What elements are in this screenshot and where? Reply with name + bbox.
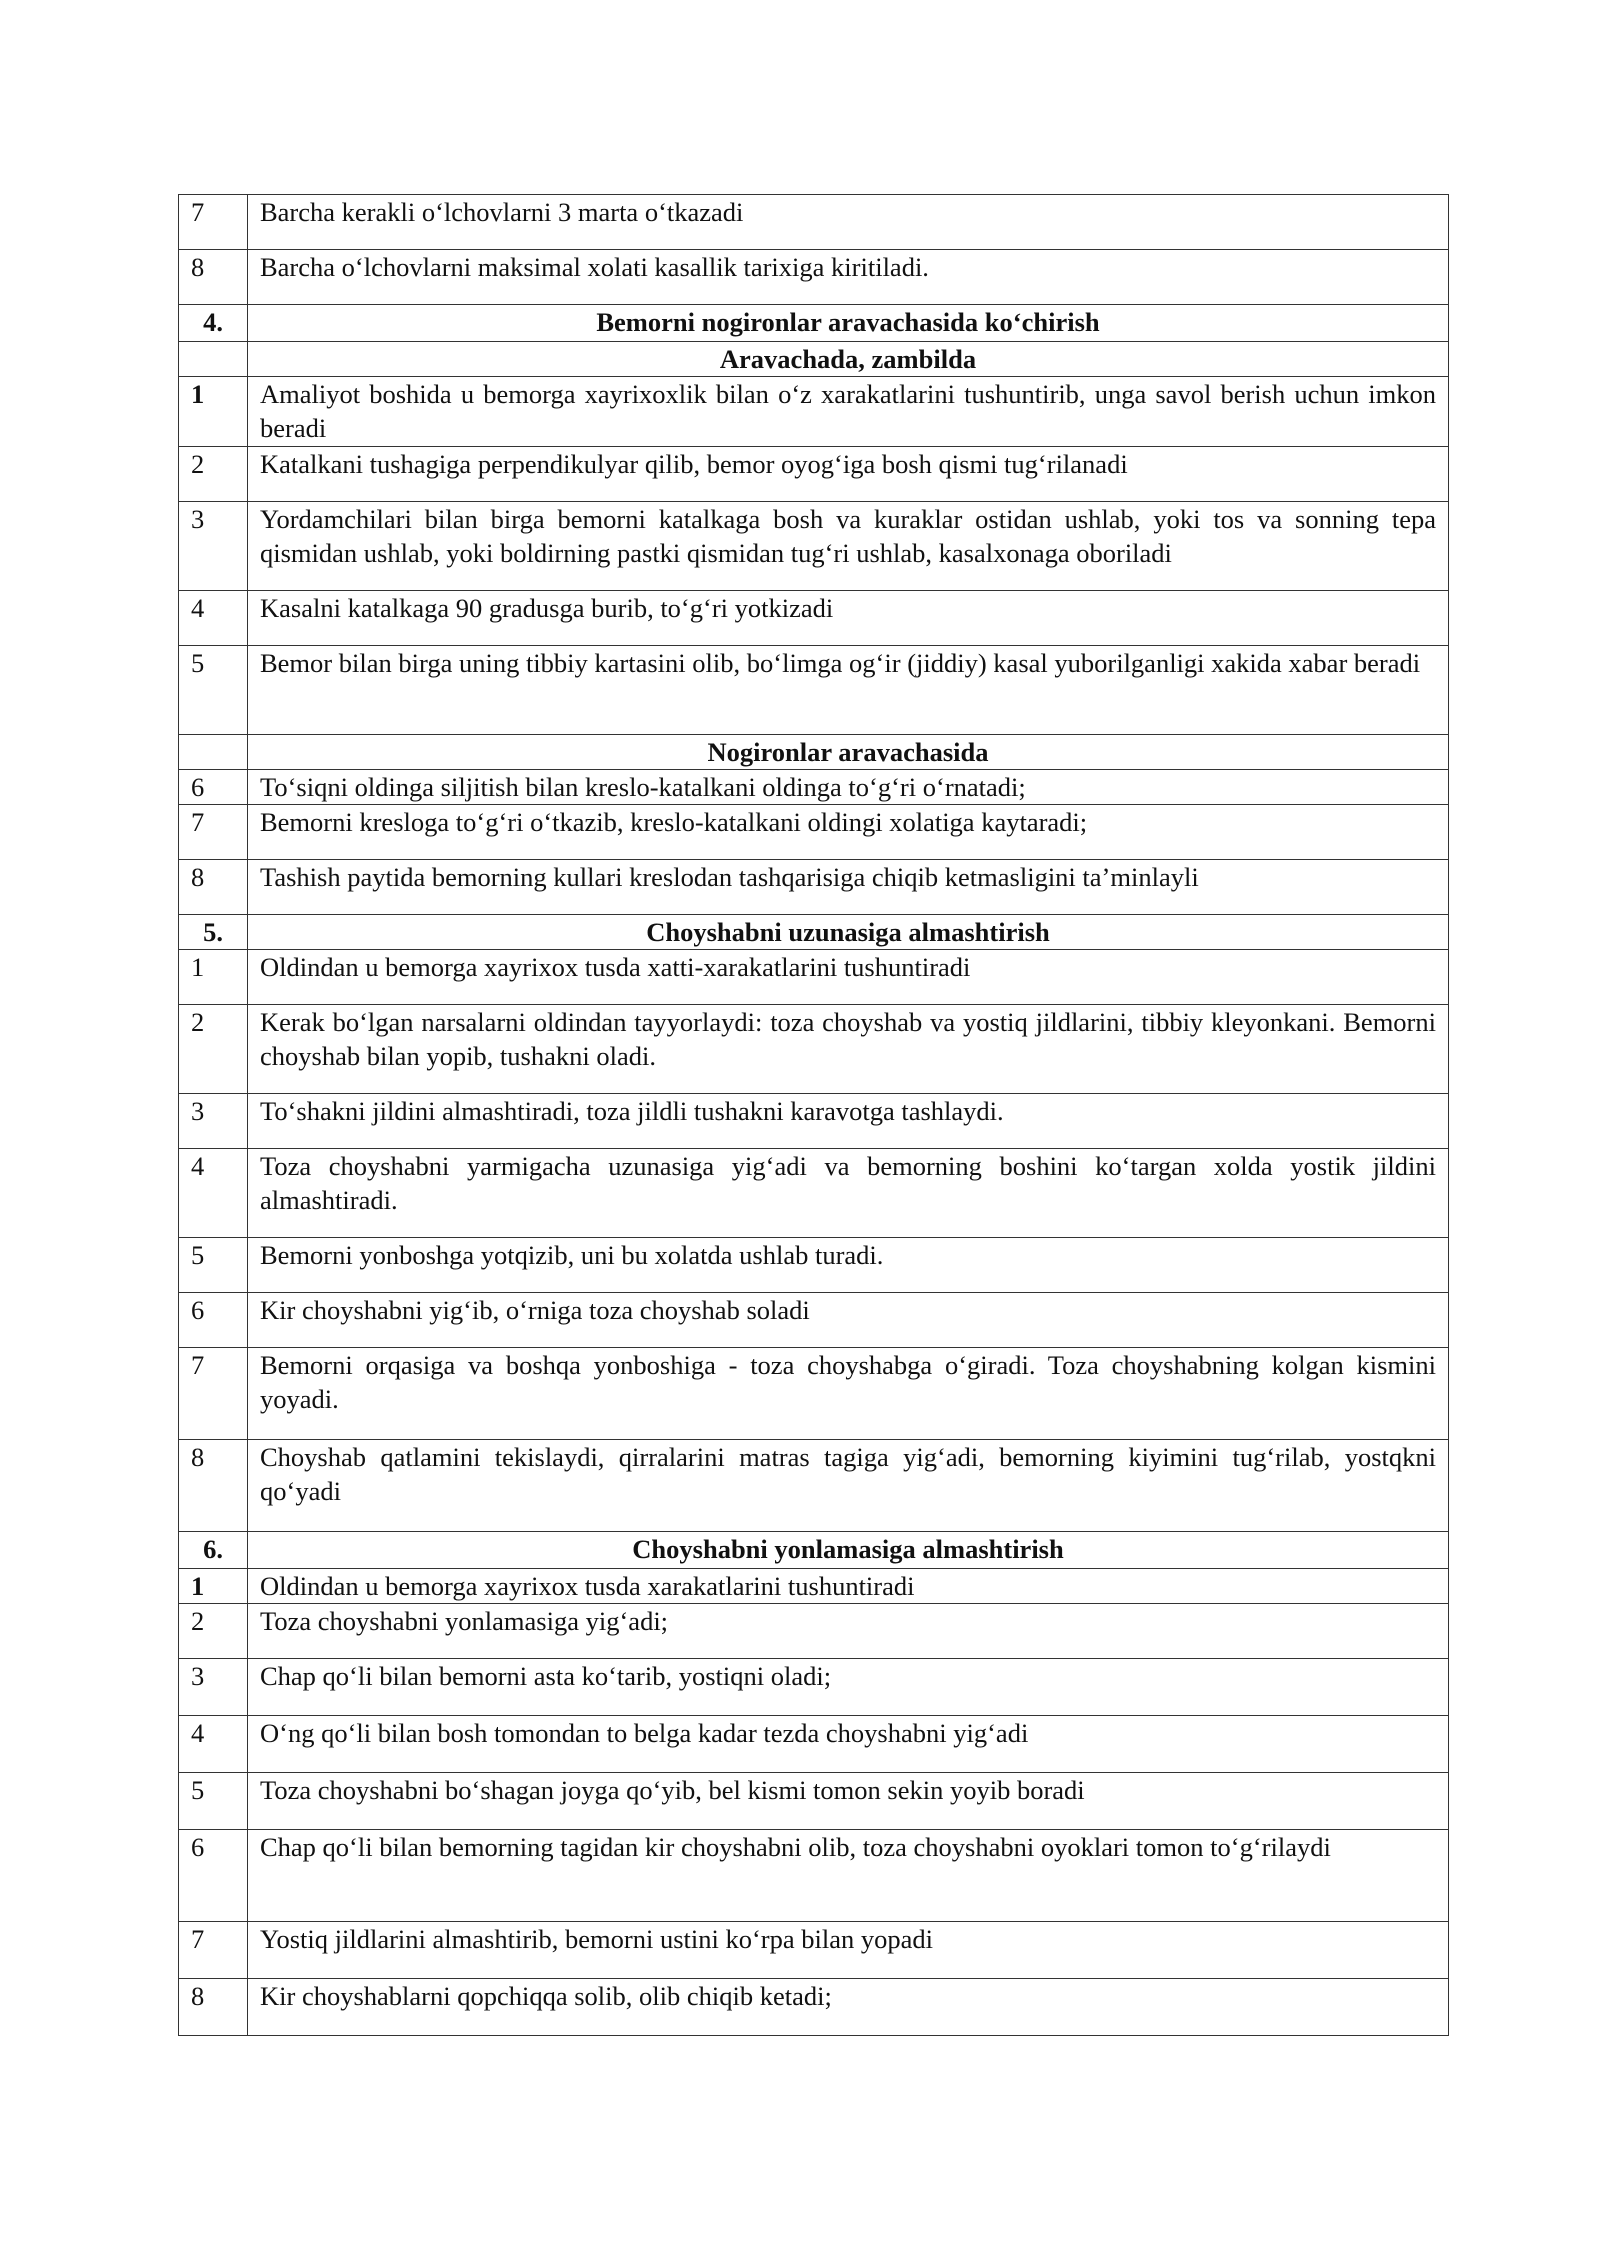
table-row	[179, 1830, 1449, 1922]
step-number: 2	[179, 1005, 248, 1094]
step-text: To‘shakni jildini almashtiradi, toza jildli tushakni karavotga tashlaydi.	[248, 1094, 1449, 1149]
step-text: Kir choyshablarni qopchiqqa solib, olib chiqib ketadi;	[248, 1979, 1449, 2036]
step-number: 6	[179, 1830, 248, 1922]
table-row	[179, 1348, 1449, 1440]
table-row	[179, 1440, 1449, 1532]
step-number: 5	[179, 646, 248, 735]
step-number: 1	[179, 1569, 248, 1604]
empty-cell	[179, 735, 248, 770]
table-row	[179, 1659, 1449, 1716]
table-row	[179, 950, 1449, 1005]
procedure-table	[178, 194, 1449, 2036]
section-row	[179, 915, 1449, 950]
step-number: 8	[179, 1979, 248, 2036]
step-text: Bemorni yonboshga yotqizib, uni bu xolatda ushlab turadi.	[248, 1238, 1449, 1293]
step-number: 5	[179, 1773, 248, 1830]
step-number: 6	[179, 770, 248, 805]
subsection-title: Nogironlar aravachasida	[248, 735, 1449, 770]
section-row	[179, 305, 1449, 342]
step-text: Chap qo‘li bilan bemorni asta ko‘tarib, yostiqni oladi;	[248, 1659, 1449, 1716]
step-text: Kerak bo‘lgan narsalarni oldindan tayyorlaydi: toza choyshab va yostiq jildlarini, tibbiy kleyonkani. Bemorni choyshab bilan yopib, tushakni oladi.	[248, 1005, 1449, 1094]
step-text: Bemorni orqasiga va boshqa yonboshiga - toza choyshabga o‘giradi. Toza choyshabning kolgan kismini yoyadi.	[248, 1348, 1449, 1440]
table-row	[179, 502, 1449, 591]
table-row	[179, 770, 1449, 805]
step-number: 8	[179, 860, 248, 915]
step-text: Tashish paytida bemorning kullari kreslodan tashqarisiga chiqib ketmasligini ta’minlayli	[248, 860, 1449, 915]
step-text: Katalkani tushagiga perpendikulyar qilib, bemor oyog‘iga bosh qismi tug‘rilanadi	[248, 447, 1449, 502]
table-row	[179, 1604, 1449, 1659]
step-text: Barcha o‘lchovlarni maksimal xolati kasallik tarixiga kiritiladi.	[248, 250, 1449, 305]
step-number: 3	[179, 1659, 248, 1716]
step-text: Oldindan u bemorga xayrixox tusda xarakatlarini tushuntiradi	[248, 1569, 1449, 1604]
step-text: Bemor bilan birga uning tibbiy kartasini olib, bo‘limga og‘ir (jiddiy) kasal yuborilganligi xakida xabar beradi	[248, 646, 1449, 735]
table-row	[179, 1293, 1449, 1348]
step-text: Kasalni katalkaga 90 gradusga burib, to‘g‘ri yotkizadi	[248, 591, 1449, 646]
table-row	[179, 805, 1449, 860]
step-number: 3	[179, 1094, 248, 1149]
step-number: 4	[179, 591, 248, 646]
section-number: 6.	[179, 1532, 248, 1569]
table-row	[179, 591, 1449, 646]
step-number: 7	[179, 805, 248, 860]
table-row	[179, 1569, 1449, 1604]
table-row	[179, 1149, 1449, 1238]
section-row	[179, 1532, 1449, 1569]
step-text: Kir choyshabni yig‘ib, o‘rniga toza choyshab soladi	[248, 1293, 1449, 1348]
step-number: 6	[179, 1293, 248, 1348]
table-row	[179, 646, 1449, 735]
step-text: Amaliyot boshida u bemorga xayrixoxlik bilan o‘z xarakatlarini tushuntirib, unga savol berish uchun imkon beradi	[248, 377, 1449, 447]
step-text: Yordamchilari bilan birga bemorni katalkaga bosh va kuraklar ostidan ushlab, yoki tos va sonning tepa qismidan ushlab, yoki boldirning pastki qismidan tug‘ri ushlab, kasalxonaga oboriladi	[248, 502, 1449, 591]
section-title: Choyshabni yonlamasiga almashtirish	[248, 1532, 1449, 1569]
step-number: 5	[179, 1238, 248, 1293]
subsection-row	[179, 342, 1449, 377]
empty-cell	[179, 342, 248, 377]
table-row	[179, 1716, 1449, 1773]
table-row	[179, 1773, 1449, 1830]
step-number: 7	[179, 1922, 248, 1979]
step-text: Toza choyshabni yarmigacha uzunasiga yig‘adi va bemorning boshini ko‘targan xolda yostik jildini almashtiradi.	[248, 1149, 1449, 1238]
table-row	[179, 1922, 1449, 1979]
section-number: 5.	[179, 915, 248, 950]
step-number: 2	[179, 447, 248, 502]
section-number: 4.	[179, 305, 248, 342]
step-number: 7	[179, 1348, 248, 1440]
table-row	[179, 1094, 1449, 1149]
step-text: Oldindan u bemorga xayrixox tusda xatti-xarakatlarini tushuntiradi	[248, 950, 1449, 1005]
step-text: O‘ng qo‘li bilan bosh tomondan to belga kadar tezda choyshabni yig‘adi	[248, 1716, 1449, 1773]
step-number: 7	[179, 195, 248, 250]
step-number: 2	[179, 1604, 248, 1659]
subsection-title: Aravachada, zambilda	[248, 342, 1449, 377]
step-text: To‘siqni oldinga siljitish bilan kreslo-katalkani oldinga to‘g‘ri o‘rnatadi;	[248, 770, 1449, 805]
step-number: 3	[179, 502, 248, 591]
table-row	[179, 377, 1449, 447]
step-text: Chap qo‘li bilan bemorning tagidan kir choyshabni olib, toza choyshabni oyoklari tomon to‘g‘rilaydi	[248, 1830, 1449, 1922]
subsection-row	[179, 735, 1449, 770]
step-number: 8	[179, 250, 248, 305]
table-row	[179, 1005, 1449, 1094]
section-title: Choyshabni uzunasiga almashtirish	[248, 915, 1449, 950]
table-row	[179, 1238, 1449, 1293]
step-text: Bemorni kresloga to‘g‘ri o‘tkazib, kreslo-katalkani oldingi xolatiga kaytaradi;	[248, 805, 1449, 860]
table-row	[179, 860, 1449, 915]
step-number: 1	[179, 950, 248, 1005]
step-text: Choyshab qatlamini tekislaydi, qirralarini matras tagiga yig‘adi, bemorning kiyimini tug‘rilab, yostqkni qo‘yadi	[248, 1440, 1449, 1532]
table-row	[179, 447, 1449, 502]
step-number: 4	[179, 1716, 248, 1773]
step-number: 8	[179, 1440, 248, 1532]
step-text: Toza choyshabni bo‘shagan joyga qo‘yib, bel kismi tomon sekin yoyib boradi	[248, 1773, 1449, 1830]
step-number: 4	[179, 1149, 248, 1238]
step-text: Toza choyshabni yonlamasiga yig‘adi;	[248, 1604, 1449, 1659]
step-number: 1	[179, 377, 248, 447]
table-row	[179, 195, 1449, 250]
step-text: Yostiq jildlarini almashtirib, bemorni ustini ko‘rpa bilan yopadi	[248, 1922, 1449, 1979]
table-row	[179, 1979, 1449, 2036]
section-title: Bemorni nogironlar aravachasida ko‘chirish	[248, 305, 1449, 342]
step-text: Barcha kerakli o‘lchovlarni 3 marta o‘tkazadi	[248, 195, 1449, 250]
table-row	[179, 250, 1449, 305]
